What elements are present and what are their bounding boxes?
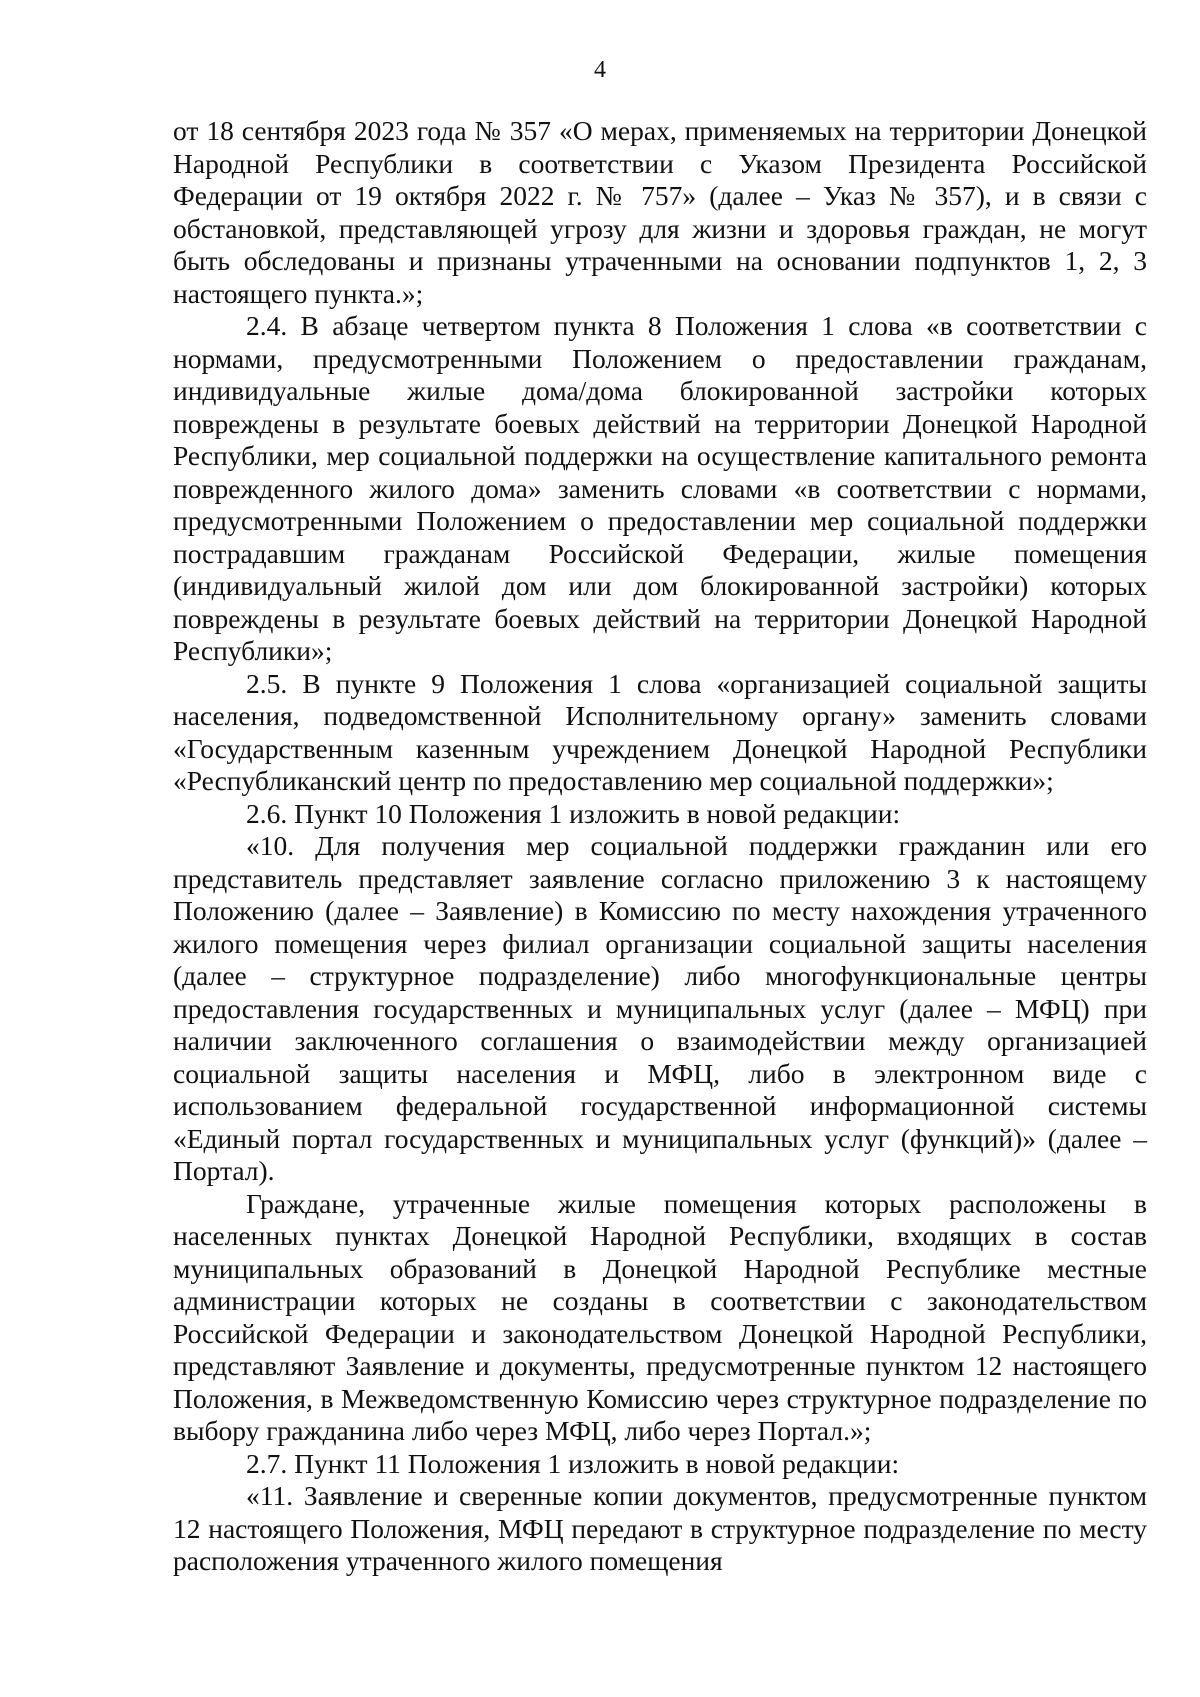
paragraph-decree-reference: от 18 сентября 2023 года № 357 «О мерах, применяемых на территории Донецкой Народной Республики в соответствии с Указом Президента Российской Федерации от 19 октября 2022 г. № 757» (далее – Указ № 357), и в связи с обстановкой, представляющей угрозу для жизни и здоровья граждан, не могут быть обследованы и признаны утраченными на основании подпунктов 1, 2, 3 настоящего пункта.»; — [173, 115, 1147, 309]
page-number: 4 — [594, 57, 606, 83]
paragraph-point-11: «11. Заявление и сверенные копии документов, предусмотренные пунктом 12 настоящего Положения, МФЦ передают в структурное подразделение по месту расположения утраченного жилого помещения — [173, 1480, 1147, 1576]
paragraph-point-10: «10. Для получения мер социальной поддержки гражданин или его представитель представляет заявление согласно приложению 3 к настоящему Положению (далее – Заявление) в Комиссию по месту нахождения утраченного жилого помещения через филиал организации социальной защиты населения (далее – структурное подразделение) либо многофункциональные центры предоставления государственных и муниципальных услуг (далее – МФЦ) при наличии заключенного соглашения о взаимодействии между организацией социальной защиты населения и МФЦ, либо в электронном виде с использованием федеральной государственной информационной системы «Единый портал государственных и муниципальных услуг (функций)» (далее – Портал). — [173, 830, 1147, 1186]
document-body — [173, 115, 1147, 1578]
paragraph-citizens: Граждане, утраченные жилые помещения которых расположены в населенных пунктах Донецкой Народной Республики, входящих в состав муниципальных образований в Донецкой Народной Республике местные администрации которых не созданы в соответствии с законодательством Российской Федерации и законодательством Донецкой Народной Республики, представляют Заявление и документы, предусмотренные пунктом 12 настоящего Положения, в Межведомственную Комиссию через структурное подразделение по выбору гражданина либо через МФЦ, либо через Портал.»; — [173, 1187, 1147, 1446]
paragraph-item-2-7: 2.7. Пункт 11 Положения 1 изложить в новой редакции: — [246, 1447, 900, 1479]
paragraph-item-2-5: 2.5. В пункте 9 Положения 1 слова «организацией социальной защиты населения, подведомственной Исполнительному органу» заменить словами «Государственным казенным учреждением Донецкой Народной Республики «Республиканский центр по предоставлению мер социальной поддержки»; — [173, 667, 1147, 796]
paragraph-item-2-6: 2.6. Пункт 10 Положения 1 изложить в новой редакции: — [246, 797, 901, 829]
paragraph-item-2-4: 2.4. В абзаце четвертом пункта 8 Положения 1 слова «в соответствии с нормами, предусмотренными Положением о предоставлении гражданам, индивидуальные жилые дома/дома блокированной застройки которых повреждены в результате боевых действий на территории Донецкой Народной Республики, мер социальной поддержки на осуществление капитального ремонта поврежденного жилого дома» заменить словами «в соответствии с нормами, предусмотренными Положением о предоставлении мер социальной поддержки пострадавшим гражданам Российской Федерации, жилые помещения (индивидуальный жилой дом или дом блокированной застройки) которых повреждены в результате боевых действий на территории Донецкой Народной Республики»; — [173, 310, 1147, 666]
